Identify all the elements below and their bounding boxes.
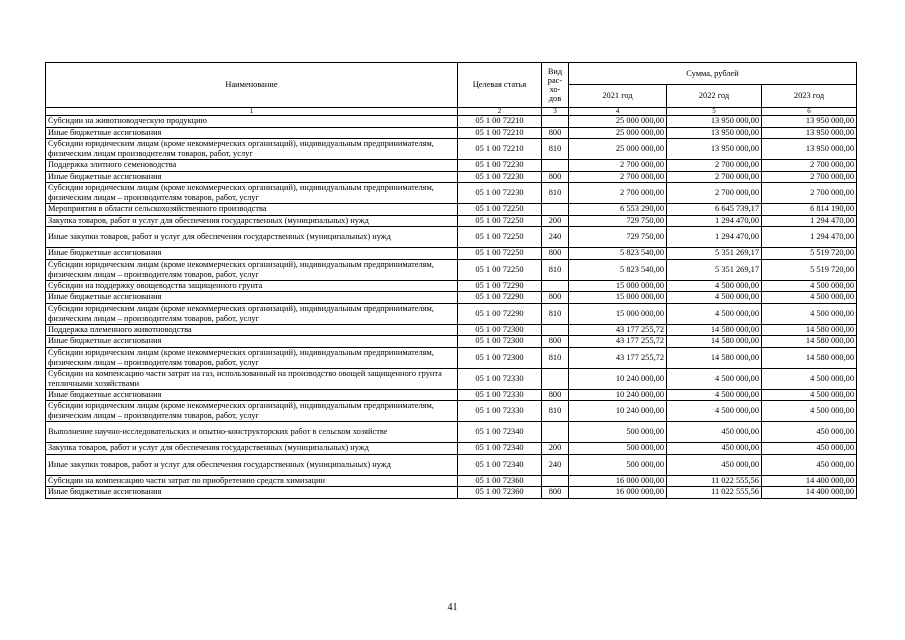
row-name: Иные бюджетные ассигнования xyxy=(46,487,458,499)
row-amount-2022: 14 580 000,00 xyxy=(667,347,762,368)
row-name: Закупка товаров, работ и услуг для обеспечения государственных (муниципальных) нужд xyxy=(46,215,458,227)
row-expense-type: 810 xyxy=(542,259,569,280)
row-amount-2022: 2 700 000,00 xyxy=(667,160,762,172)
row-expense-type xyxy=(542,324,569,336)
row-expense-type: 800 xyxy=(542,389,569,401)
row-name: Субсидии юридическим лицам (кроме некоммерческих организаций), индивидуальным предпринимателям, физическим лицам – производителям товаров, работ, услуг xyxy=(46,401,458,422)
row-target-article: 05 1 00 72230 xyxy=(458,160,542,172)
row-expense-type: 800 xyxy=(542,487,569,499)
row-amount-2021: 43 177 255,72 xyxy=(569,347,667,368)
row-target-article: 05 1 00 72250 xyxy=(458,204,542,216)
row-amount-2022: 11 022 555,56 xyxy=(667,487,762,499)
column-number: 2 xyxy=(458,108,542,116)
row-name: Поддержка племенного животноводства xyxy=(46,324,458,336)
row-amount-2021: 15 000 000,00 xyxy=(569,303,667,324)
row-name: Субсидии юридическим лицам (кроме некоммерческих организаций), индивидуальным предпринимателям, физическим лицам – производителям товаров, работ, услуг xyxy=(46,259,458,280)
row-amount-2023: 14 400 000,00 xyxy=(762,487,857,499)
row-amount-2022: 6 645 739,17 xyxy=(667,204,762,216)
row-expense-type xyxy=(542,475,569,487)
row-amount-2023: 4 500 000,00 xyxy=(762,303,857,324)
table-row xyxy=(46,454,857,475)
row-amount-2023: 14 580 000,00 xyxy=(762,336,857,348)
row-amount-2023: 5 519 720,00 xyxy=(762,248,857,260)
table-row xyxy=(46,324,857,336)
row-amount-2022: 450 000,00 xyxy=(667,443,762,455)
row-name: Выполнение научно-исследовательских и опытно-конструкторских работ в сельском хозяйстве xyxy=(46,422,458,443)
row-expense-type: 810 xyxy=(542,401,569,422)
row-expense-type: 800 xyxy=(542,292,569,304)
row-amount-2021: 2 700 000,00 xyxy=(569,160,667,172)
column-number: 3 xyxy=(542,108,569,116)
row-name: Субсидии на животноводческую продукцию xyxy=(46,116,458,128)
row-target-article: 05 1 00 72340 xyxy=(458,454,542,475)
table-row xyxy=(46,475,857,487)
table-row xyxy=(46,368,857,389)
row-amount-2022: 1 294 470,00 xyxy=(667,227,762,248)
row-amount-2021: 16 000 000,00 xyxy=(569,487,667,499)
table-row xyxy=(46,204,857,216)
row-amount-2021: 15 000 000,00 xyxy=(569,292,667,304)
row-target-article: 05 1 00 72290 xyxy=(458,303,542,324)
row-target-article: 05 1 00 72250 xyxy=(458,227,542,248)
row-amount-2023: 14 580 000,00 xyxy=(762,324,857,336)
row-name: Поддержка элитного семеноводства xyxy=(46,160,458,172)
row-name: Иные закупки товаров, работ и услуг для обеспечения государственных (муниципальных) нужд xyxy=(46,454,458,475)
row-amount-2021: 729 750,00 xyxy=(569,215,667,227)
row-name: Иные закупки товаров, работ и услуг для обеспечения государственных (муниципальных) нужд xyxy=(46,227,458,248)
row-name: Субсидии на компенсацию части затрат на газ, использованный на производство овощей защищенного грунта тепличными хозяйствами xyxy=(46,368,458,389)
table-row xyxy=(46,422,857,443)
table-row xyxy=(46,347,857,368)
row-amount-2023: 2 700 000,00 xyxy=(762,183,857,204)
row-expense-type: 810 xyxy=(542,139,569,160)
header-target-article: Целевая статья xyxy=(458,63,542,108)
row-target-article: 05 1 00 72210 xyxy=(458,139,542,160)
header-sum-group: Сумма, рублей xyxy=(569,63,857,85)
row-amount-2023: 6 814 190,00 xyxy=(762,204,857,216)
table-row xyxy=(46,259,857,280)
row-amount-2023: 4 500 000,00 xyxy=(762,401,857,422)
row-amount-2021: 43 177 255,72 xyxy=(569,336,667,348)
row-amount-2022: 4 500 000,00 xyxy=(667,368,762,389)
column-number: 6 xyxy=(762,108,857,116)
row-name: Субсидии на компенсацию части затрат по приобретению средств химизации xyxy=(46,475,458,487)
row-amount-2022: 5 351 269,17 xyxy=(667,248,762,260)
column-number: 1 xyxy=(46,108,458,116)
row-amount-2021: 500 000,00 xyxy=(569,422,667,443)
row-amount-2022: 13 950 000,00 xyxy=(667,139,762,160)
row-amount-2022: 4 500 000,00 xyxy=(667,280,762,292)
table-row xyxy=(46,171,857,183)
table-row xyxy=(46,215,857,227)
row-target-article: 05 1 00 72300 xyxy=(458,347,542,368)
row-target-article: 05 1 00 72360 xyxy=(458,487,542,499)
row-amount-2021: 2 700 000,00 xyxy=(569,183,667,204)
row-target-article: 05 1 00 72290 xyxy=(458,280,542,292)
row-name: Иные бюджетные ассигнования xyxy=(46,248,458,260)
row-expense-type: 200 xyxy=(542,215,569,227)
row-target-article: 05 1 00 72330 xyxy=(458,401,542,422)
row-amount-2021: 500 000,00 xyxy=(569,454,667,475)
row-expense-type: 240 xyxy=(542,227,569,248)
table-row xyxy=(46,248,857,260)
header-expense-type: Вид рас- хо- дов xyxy=(542,63,569,108)
row-amount-2021: 10 240 000,00 xyxy=(569,389,667,401)
row-amount-2021: 25 000 000,00 xyxy=(569,139,667,160)
row-expense-type: 810 xyxy=(542,183,569,204)
budget-sheet xyxy=(45,62,856,499)
row-amount-2021: 500 000,00 xyxy=(569,443,667,455)
row-expense-type xyxy=(542,280,569,292)
row-target-article: 05 1 00 72330 xyxy=(458,389,542,401)
row-amount-2023: 13 950 000,00 xyxy=(762,127,857,139)
row-amount-2023: 450 000,00 xyxy=(762,454,857,475)
row-amount-2022: 13 950 000,00 xyxy=(667,127,762,139)
header-year-2021: 2021 год xyxy=(569,85,667,108)
row-expense-type: 800 xyxy=(542,171,569,183)
row-expense-type: 240 xyxy=(542,454,569,475)
row-amount-2022: 4 500 000,00 xyxy=(667,401,762,422)
table-row xyxy=(46,139,857,160)
row-target-article: 05 1 00 72210 xyxy=(458,116,542,128)
row-target-article: 05 1 00 72300 xyxy=(458,324,542,336)
row-amount-2023: 2 700 000,00 xyxy=(762,171,857,183)
row-target-article: 05 1 00 72230 xyxy=(458,171,542,183)
column-number: 5 xyxy=(667,108,762,116)
row-amount-2023: 1 294 470,00 xyxy=(762,227,857,248)
row-expense-type xyxy=(542,160,569,172)
table-row xyxy=(46,303,857,324)
row-target-article: 05 1 00 72340 xyxy=(458,422,542,443)
row-amount-2023: 14 580 000,00 xyxy=(762,347,857,368)
row-amount-2021: 25 000 000,00 xyxy=(569,127,667,139)
row-amount-2021: 10 240 000,00 xyxy=(569,401,667,422)
row-amount-2021: 16 000 000,00 xyxy=(569,475,667,487)
row-name: Субсидии юридическим лицам (кроме некоммерческих организаций), индивидуальным предпринимателям, физическим лицам – производителям товаров, работ, услуг xyxy=(46,303,458,324)
table-row xyxy=(46,401,857,422)
row-expense-type xyxy=(542,116,569,128)
header-year-2023: 2023 год xyxy=(762,85,857,108)
row-amount-2021: 2 700 000,00 xyxy=(569,171,667,183)
column-number: 4 xyxy=(569,108,667,116)
row-amount-2022: 14 580 000,00 xyxy=(667,324,762,336)
row-amount-2022: 4 500 000,00 xyxy=(667,303,762,324)
row-name: Иные бюджетные ассигнования xyxy=(46,127,458,139)
row-target-article: 05 1 00 72250 xyxy=(458,215,542,227)
row-target-article: 05 1 00 72330 xyxy=(458,368,542,389)
row-target-article: 05 1 00 72250 xyxy=(458,259,542,280)
row-amount-2021: 6 553 290,00 xyxy=(569,204,667,216)
page-number: 41 xyxy=(447,602,458,613)
row-target-article: 05 1 00 72340 xyxy=(458,443,542,455)
row-amount-2023: 4 500 000,00 xyxy=(762,292,857,304)
table-row xyxy=(46,227,857,248)
row-amount-2022: 11 022 555,56 xyxy=(667,475,762,487)
row-amount-2021: 10 240 000,00 xyxy=(569,368,667,389)
row-target-article: 05 1 00 72290 xyxy=(458,292,542,304)
row-name: Субсидии юридическим лицам (кроме некоммерческих организаций), индивидуальным предпринимателям, физическим лицам производителям товаров, работ, услуг xyxy=(46,139,458,160)
row-target-article: 05 1 00 72360 xyxy=(458,475,542,487)
header-year-2022: 2022 год xyxy=(667,85,762,108)
row-name: Иные бюджетные ассигнования xyxy=(46,292,458,304)
table-row xyxy=(46,389,857,401)
row-name: Иные бюджетные ассигнования xyxy=(46,171,458,183)
row-amount-2021: 729 750,00 xyxy=(569,227,667,248)
row-amount-2022: 5 351 269,17 xyxy=(667,259,762,280)
row-amount-2022: 2 700 000,00 xyxy=(667,183,762,204)
budget-table xyxy=(45,62,857,499)
row-expense-type xyxy=(542,204,569,216)
row-amount-2021: 5 823 540,00 xyxy=(569,248,667,260)
row-amount-2022: 2 700 000,00 xyxy=(667,171,762,183)
row-expense-type: 800 xyxy=(542,336,569,348)
header-name: Наименование xyxy=(46,63,458,108)
row-amount-2021: 15 000 000,00 xyxy=(569,280,667,292)
row-target-article: 05 1 00 72210 xyxy=(458,127,542,139)
table-row xyxy=(46,292,857,304)
row-name: Иные бюджетные ассигнования xyxy=(46,336,458,348)
table-row xyxy=(46,116,857,128)
table-row xyxy=(46,336,857,348)
row-amount-2023: 13 950 000,00 xyxy=(762,116,857,128)
row-amount-2021: 5 823 540,00 xyxy=(569,259,667,280)
row-name: Закупка товаров, работ и услуг для обеспечения государственных (муниципальных) нужд xyxy=(46,443,458,455)
row-target-article: 05 1 00 72300 xyxy=(458,336,542,348)
row-expense-type xyxy=(542,368,569,389)
row-amount-2023: 450 000,00 xyxy=(762,422,857,443)
table-row xyxy=(46,443,857,455)
row-expense-type xyxy=(542,422,569,443)
row-name: Субсидии юридическим лицам (кроме некоммерческих организаций), индивидуальным предпринимателям, физическим лицам – производителям товаров, работ, услуг xyxy=(46,183,458,204)
row-amount-2022: 1 294 470,00 xyxy=(667,215,762,227)
row-name: Субсидии юридическим лицам (кроме некоммерческих организаций), индивидуальным предпринимателям, физическим лицам – производителям товаров, работ, услуг xyxy=(46,347,458,368)
table-row xyxy=(46,160,857,172)
row-amount-2023: 4 500 000,00 xyxy=(762,280,857,292)
row-amount-2023: 2 700 000,00 xyxy=(762,160,857,172)
row-expense-type: 200 xyxy=(542,443,569,455)
row-target-article: 05 1 00 72250 xyxy=(458,248,542,260)
row-name: Субсидии на поддержку овощеводства защищенного грунта xyxy=(46,280,458,292)
table-row xyxy=(46,183,857,204)
row-amount-2022: 4 500 000,00 xyxy=(667,292,762,304)
row-amount-2022: 4 500 000,00 xyxy=(667,389,762,401)
row-amount-2023: 14 400 000,00 xyxy=(762,475,857,487)
row-expense-type: 800 xyxy=(542,248,569,260)
table-body xyxy=(46,116,857,499)
row-amount-2022: 14 580 000,00 xyxy=(667,336,762,348)
row-expense-type: 810 xyxy=(542,347,569,368)
table-row xyxy=(46,487,857,499)
row-amount-2021: 43 177 255,72 xyxy=(569,324,667,336)
row-amount-2023: 450 000,00 xyxy=(762,443,857,455)
row-amount-2022: 450 000,00 xyxy=(667,422,762,443)
row-name: Мероприятия в области сельскохозяйственного производства xyxy=(46,204,458,216)
row-expense-type: 800 xyxy=(542,127,569,139)
row-amount-2023: 4 500 000,00 xyxy=(762,368,857,389)
row-amount-2023: 5 519 720,00 xyxy=(762,259,857,280)
row-amount-2022: 450 000,00 xyxy=(667,454,762,475)
row-amount-2023: 4 500 000,00 xyxy=(762,389,857,401)
row-name: Иные бюджетные ассигнования xyxy=(46,389,458,401)
row-expense-type: 810 xyxy=(542,303,569,324)
table-row xyxy=(46,127,857,139)
row-amount-2022: 13 950 000,00 xyxy=(667,116,762,128)
row-target-article: 05 1 00 72230 xyxy=(458,183,542,204)
row-amount-2021: 25 000 000,00 xyxy=(569,116,667,128)
row-amount-2023: 13 950 000,00 xyxy=(762,139,857,160)
table-row xyxy=(46,280,857,292)
row-amount-2023: 1 294 470,00 xyxy=(762,215,857,227)
